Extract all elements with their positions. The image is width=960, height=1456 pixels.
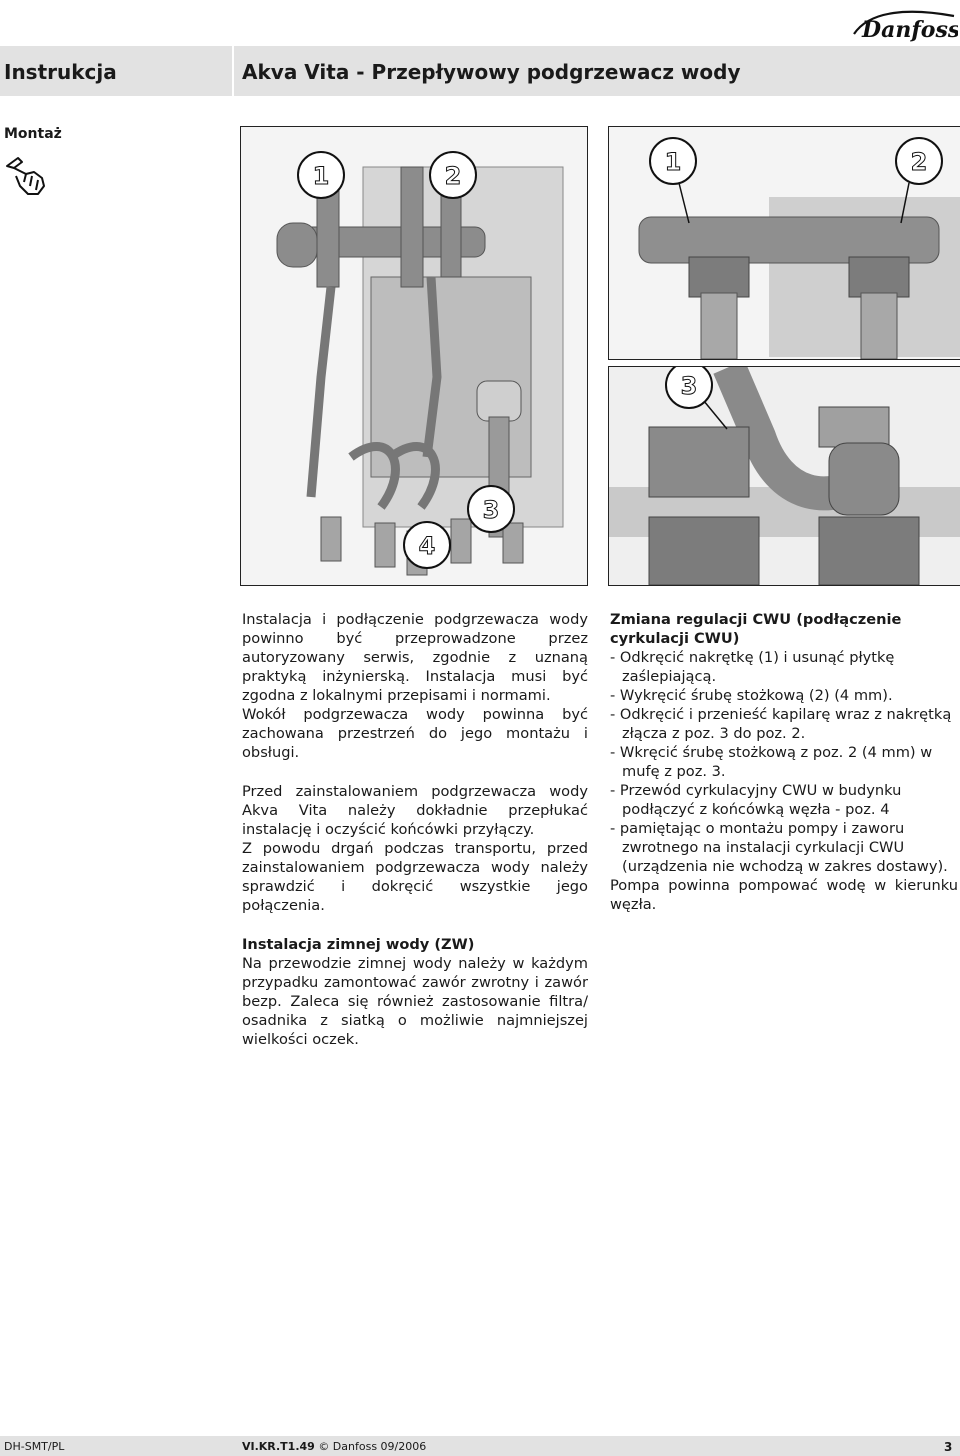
header-separator — [232, 46, 234, 96]
footer-code: VI.KR.T1.49 — [242, 1440, 315, 1453]
footer-reference — [242, 1440, 426, 1453]
step-item: - Przewód cyrkulacyjny CWU w budynku podłączyć z końcówką węzła - poz. 4 — [610, 782, 902, 818]
detail-marker-2: 2 — [910, 148, 928, 176]
space-paragraph: Wokół podgrzewacza wody powinna być zachowana przestrzeń do jego montażu i obsługi. — [242, 706, 588, 761]
page-number: 3 — [944, 1440, 953, 1454]
right-column — [610, 610, 958, 914]
footer-doc-id: DH-SMT/PL — [4, 1440, 65, 1453]
marker-4: 4 — [418, 532, 436, 560]
detail-marker-3: 3 — [680, 372, 698, 400]
flush-paragraph: Przed zainstalowaniem podgrzewacza wody Akva Vita należy dokładnie przepłukać instalację i oczyścić końcówki przyłączy. — [242, 783, 588, 838]
step-item: - Wkręcić śrubę stożkową z poz. 2 (4 mm) w mufę z poz. 3. — [610, 744, 933, 780]
step-item: - Odkręcić nakrętkę (1) i usunąć płytkę zaślepiającą. — [610, 649, 895, 685]
bottom-detail-figure — [608, 366, 960, 586]
danfoss-logo — [850, 4, 958, 46]
cold-water-heading: Instalacja zimnej wody (ZW) — [242, 936, 475, 953]
header-left-title: Instrukcja — [4, 60, 117, 84]
step-item: - Odkręcić i przenieść kapilarę wraz z nakrętką złącza z poz. 3 do poz. 2. — [610, 706, 952, 742]
hand-wrench-icon — [4, 154, 50, 198]
circulation-heading: Zmiana regulacji CWU (podłączenie cyrkulacji CWU) — [610, 611, 902, 647]
left-column — [242, 610, 588, 1049]
step-item: - Wykręcić śrubę stożkową (2) (4 mm). — [610, 687, 893, 704]
top-detail-figure — [608, 126, 960, 360]
main-unit-figure — [240, 126, 588, 586]
footer-bar — [0, 1436, 960, 1456]
detail-marker-1: 1 — [664, 148, 682, 176]
step-item: - pamiętając o montażu pompy i zaworu zwrotnego na instalacji cyrkulacji CWU (urządzenia nie wchodzą w zakres dostawy). — [610, 820, 948, 875]
section-title: Montaż — [4, 126, 62, 142]
footer-copyright: © Danfoss 09/2006 — [318, 1440, 427, 1453]
marker-3: 3 — [482, 496, 500, 524]
transport-paragraph: Z powodu drgań podczas transportu, przed zainstalowaniem podgrzewacza wody należy sprawdzić i dokręcić wszystkie jego połączenia. — [242, 840, 588, 914]
logo-text: Danfoss — [862, 17, 958, 43]
cold-water-text: Na przewodzie zimnej wody należy w każdym przypadku zamontować zawór zwrotny i zawór bezp. Zaleca się również zastosowanie filtra/ osadnika z siatką o możliwie najmniejszej wielkości oczek. — [242, 955, 588, 1048]
marker-1: 1 — [312, 162, 330, 190]
marker-2: 2 — [444, 162, 462, 190]
intro-paragraph: Instalacja i podłączenie podgrzewacza wody powinno być przeprowadzone przez autoryzowany serwis, zgodnie z uznaną praktyką inżynierską. Instalacja musi być zgodna z lokalnymi przepisami i normami. — [242, 611, 588, 704]
header-right-title: Akva Vita - Przepływowy podgrzewacz wody — [242, 60, 741, 84]
pump-direction-text: Pompa powinna pompować wodę w kierunku węzła. — [610, 877, 958, 913]
